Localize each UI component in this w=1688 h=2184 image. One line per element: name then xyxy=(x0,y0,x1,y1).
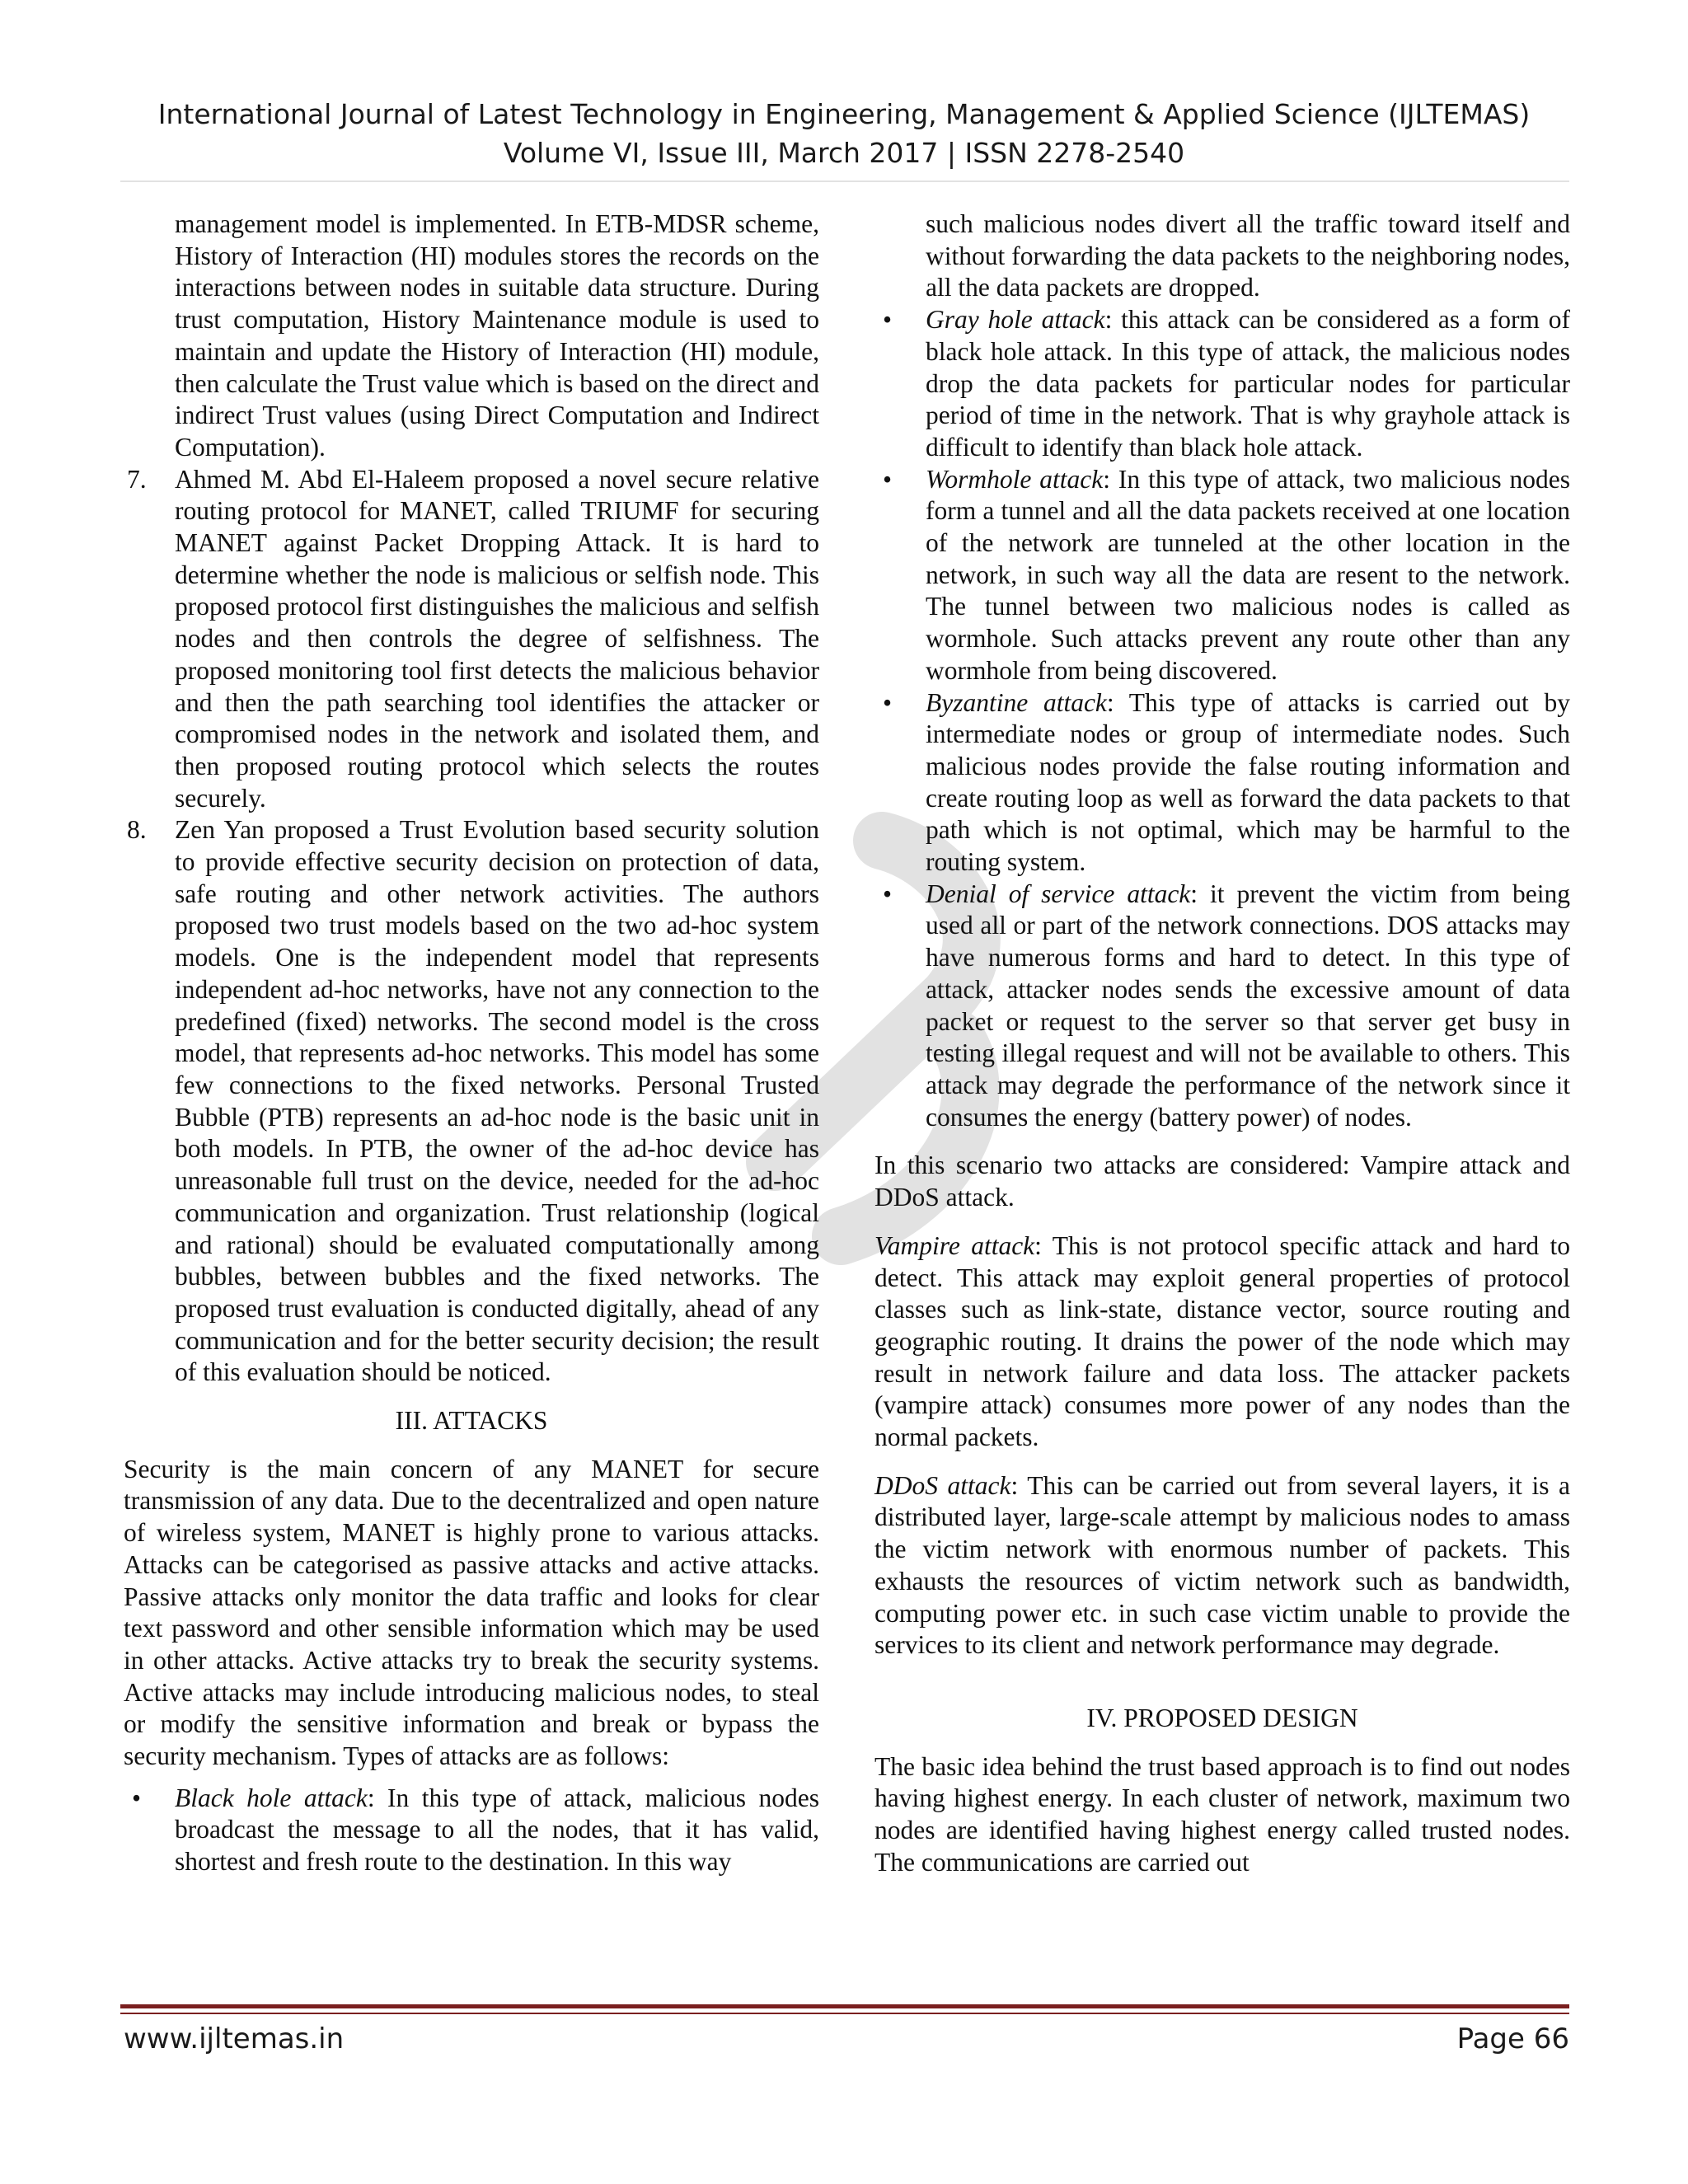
bullet-dot: • xyxy=(883,305,893,335)
section-heading-attacks: III. ATTACKS xyxy=(395,1406,548,1436)
bullet-term: Denial of service attack xyxy=(926,879,1191,908)
vampire-term: Vampire attack xyxy=(874,1230,1035,1260)
right-column xyxy=(874,209,1570,1878)
bullet-dot: • xyxy=(132,1783,142,1812)
list-item-7 xyxy=(124,464,819,815)
bullet-dot: • xyxy=(883,687,893,717)
vampire-paragraph xyxy=(874,1230,1570,1454)
header-divider xyxy=(120,180,1569,182)
attacks-paragraph: Security is the main concern of any MANET for secure transmission of any data. Due to the decentralized and open nature of wireless system, MANET is highly prone to various attacks. Attacks can be categorised as passive attacks and active attacks. Passive attacks only monitor the data traffic and looks for clear text password and other sensible information which may be used in other attacks. Active attacks try to break the security systems. Active attacks may include introducing malicious nodes, to steal or modify the sensitive information and break or bypass the security mechanism. Types of attacks are as follows: xyxy=(124,1454,819,1771)
scenario-paragraph: In this scenario two attacks are considered: Vampire attack and DDoS attack. xyxy=(874,1151,1570,1212)
list-item-text: Zen Yan proposed a Trust Evolution based security solution to provide effective security decision on protection of data, safe routing and other network activities. The authors proposed two trust models based on the two ad-hoc system models. One is the independent model that represents independent ad-hoc networks, have not any connection to the predefined (fixed) networks. The second model is the cross model, that represents ad-hoc networks. This model has some few connections to the fixed networks. Personal Trusted Bubble (PTB) represents an ad-hoc node is the basic unit in both models. In PTB, the owner of the ad-hoc device has unreasonable full trust on the device, needed for the ad-hoc communication and organization. Trust relationship (logical and rational) should be evaluated computationally among bubbles, between bubbles and the fixed networks. The proposed trust evaluation is conducted digitally, ahead of any communication and for the better security decision; the result of this evaluation should be noticed. xyxy=(175,815,819,1387)
footer-rule-thin xyxy=(120,2013,1569,2014)
journal-header xyxy=(0,95,1688,172)
bullet-denial-of-service xyxy=(874,879,1570,1134)
bullet-text: : This type of attacks is carried out by intermediate nodes or group of intermediate nodes. Such malicious nodes provide the false routing information and create routing loop as well as forward the data packets to that path which is not optimal, which may be harmful to the routing system. xyxy=(926,687,1570,877)
list-number: 7. xyxy=(127,464,147,494)
black-hole-continued: such malicious nodes divert all the traffic toward itself and without forwarding the data packets to the neighboring nodes, all the data packets are dropped. xyxy=(926,209,1570,302)
ddos-text: : This can be carried out from several layers, it is a distributed layer, large-scale attempt by malicious nodes to amass the victim network with enormous number of packets. This exhausts the resources of victim network such as bandwidth, computing power etc. in such case victim unable to provide the services to its client and network performance may degrade. xyxy=(874,1470,1571,1660)
list-item-8 xyxy=(124,814,819,1389)
proposed-design-paragraph: The basic idea behind the trust based approach is to find out nodes having highest energy. In each cluster of network, maximum two nodes are identified having highest energy called trusted nodes. The communications are carried out xyxy=(874,1751,1570,1877)
ddos-term: DDoS attack xyxy=(874,1470,1011,1500)
continued-paragraph: management model is implemented. In ETB-MDSR scheme, History of Interaction (HI) modules stores the records on the interactions between nodes in suitable data structure. During trust computation, History Maintenance module is used to maintain and update the History of Interaction (HI) module, then calculate the Trust value which is based on the direct and indirect Trust values (using Direct Computation and Indirect Computation). xyxy=(175,209,819,462)
section-heading-proposed-design: IV. PROPOSED DESIGN xyxy=(1086,1703,1358,1732)
bullet-gray-hole xyxy=(874,304,1570,464)
left-column xyxy=(124,209,819,1878)
bullet-text: : it prevent the victim from being used all or part of the network connections. DOS attacks may have numerous forms and hard to detect. In this type of attack, attacker nodes sends the excessive amount of data packet or request to the server so that server get busy in testing illegal request and will not be available to others. This attack may degrade the performance of the network since it consumes the energy (battery power) of nodes. xyxy=(926,879,1570,1132)
footer-rule-thick xyxy=(120,2004,1569,2008)
bullet-byzantine xyxy=(874,687,1570,879)
list-item-text: Ahmed M. Abd El-Haleem proposed a novel secure relative routing protocol for MANET, called TRIUMF for securing MANET against Packet Dropping Attack. It is hard to determine whether the node is malicious or selfish node. This proposed protocol first distinguishes the malicious and selfish nodes and then controls the degree of selfishness. The proposed monitoring tool first detects the malicious behavior and then the path searching tool identifies the attacker or compromised nodes in the network and isolated them, and then proposed routing protocol which selects the routes securely. xyxy=(175,464,819,813)
vampire-text: : This is not protocol specific attack and hard to detect. This attack may exploit general properties of protocol classes such as link-state, distance vector, source routing and geographic routing. It drains the power of the node which may result in network failure and data loss. The attacker packets (vampire attack) consumes more power of any nodes than the normal packets. xyxy=(874,1230,1570,1452)
bullet-black-hole xyxy=(124,1783,819,1878)
bullet-text: : In this type of attack, malicious nodes broadcast the message to all the nodes, that it has valid, shortest and fresh route to the destination. In this way xyxy=(175,1783,819,1877)
footer-page-number: Page 66 xyxy=(1456,2022,1569,2055)
bullet-term: Byzantine attack xyxy=(926,687,1107,717)
journal-title: International Journal of Latest Technology in Engineering, Management & Applied Science (IJLTEMAS) xyxy=(157,98,1531,130)
footer-website: www.ijltemas.in xyxy=(124,2022,345,2055)
bullet-term: Black hole attack xyxy=(175,1783,368,1812)
bullet-dot: • xyxy=(883,879,893,908)
ddos-paragraph xyxy=(874,1470,1570,1661)
bullet-dot: • xyxy=(883,464,893,494)
bullet-text: : this attack can be considered as a form of black hole attack. In this type of attack, the malicious nodes drop the data packets for particular nodes for particular period of time in the network. That is why grayhole attack is difficult to identify than black hole attack. xyxy=(926,305,1570,462)
bullet-term: Gray hole attack xyxy=(926,305,1105,335)
bullet-text: : In this type of attack, two malicious nodes form a tunnel and all the data packets received at one location of the network are tunneled at the other location in the network, in such way all the data are resent to the network. The tunnel between two malicious nodes is called as wormhole. Such attacks prevent any route other than any wormhole from being discovered. xyxy=(926,464,1571,685)
bullet-wormhole xyxy=(874,464,1570,687)
list-number: 8. xyxy=(127,815,147,845)
journal-issue: Volume VI, Issue III, March 2017 | ISSN 2278-2540 xyxy=(503,137,1185,169)
bullet-term: Wormhole attack xyxy=(926,464,1104,494)
